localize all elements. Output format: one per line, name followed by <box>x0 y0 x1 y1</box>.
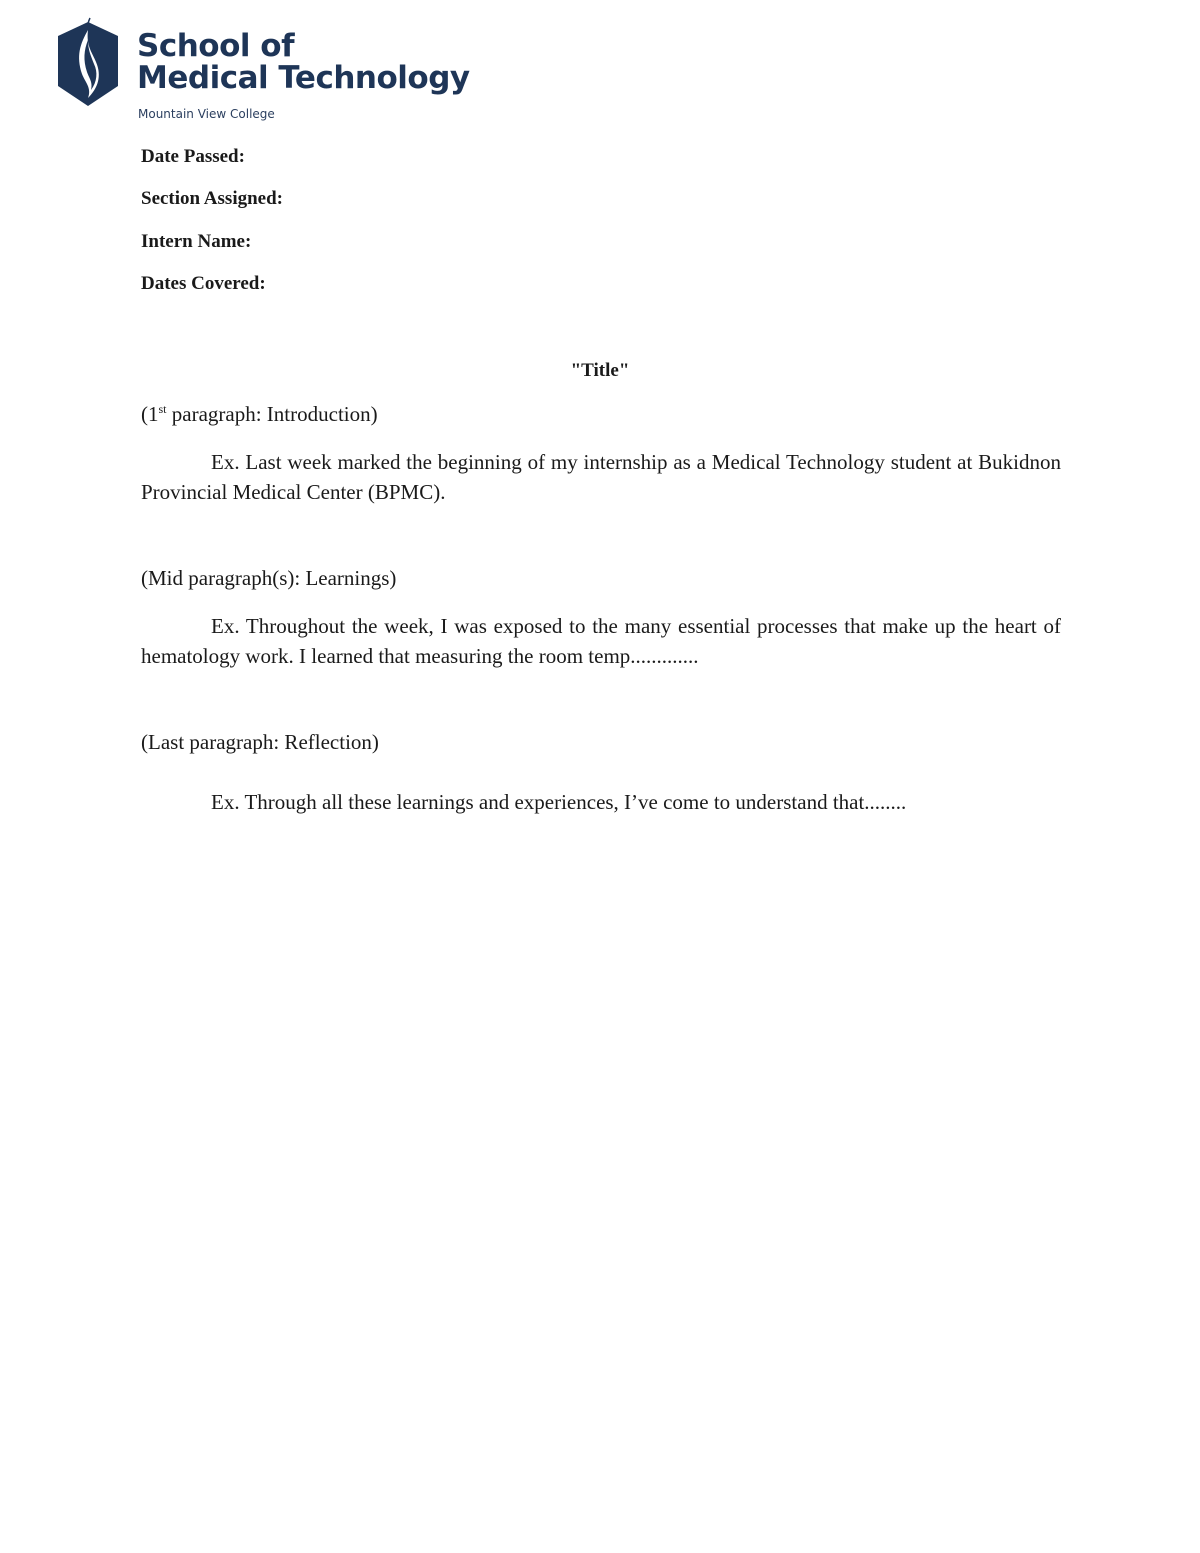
date-passed-label: Date Passed: <box>141 146 245 167</box>
intro-label-suffix: paragraph: Introduction) <box>166 402 378 426</box>
document-title: "Title" <box>570 360 630 381</box>
intern-name-label: Intern Name: <box>141 231 252 252</box>
intro-paragraph: Ex. Last week marked the beginning of my internship as a Medical Technology student at Bukidnon Provincial Medical Center (BPMC). <box>141 450 1061 504</box>
section-assigned-label: Section Assigned: <box>141 188 283 209</box>
logo-title-line1: School of <box>137 28 295 64</box>
logo-subtitle: Mountain View College <box>138 107 275 121</box>
intro-label-sup: st <box>158 402 167 416</box>
mid-label: (Mid paragraph(s): Learnings) <box>141 566 397 590</box>
dates-covered-label: Dates Covered: <box>141 273 266 294</box>
flame-shield-icon <box>52 16 124 110</box>
intro-label <box>141 402 378 427</box>
school-logo <box>52 16 472 126</box>
logo-title-line2: Medical Technology <box>137 60 470 96</box>
last-label: (Last paragraph: Reflection) <box>141 730 379 754</box>
mid-paragraph: Ex. Throughout the week, I was exposed to the many essential processes that make up the heart of hematology work. I learned that measuring the room temp............. <box>141 614 1061 668</box>
intro-label-prefix: (1 <box>141 402 159 426</box>
last-paragraph: Ex. Through all these learnings and experiences, I’ve come to understand that........ <box>211 790 907 814</box>
